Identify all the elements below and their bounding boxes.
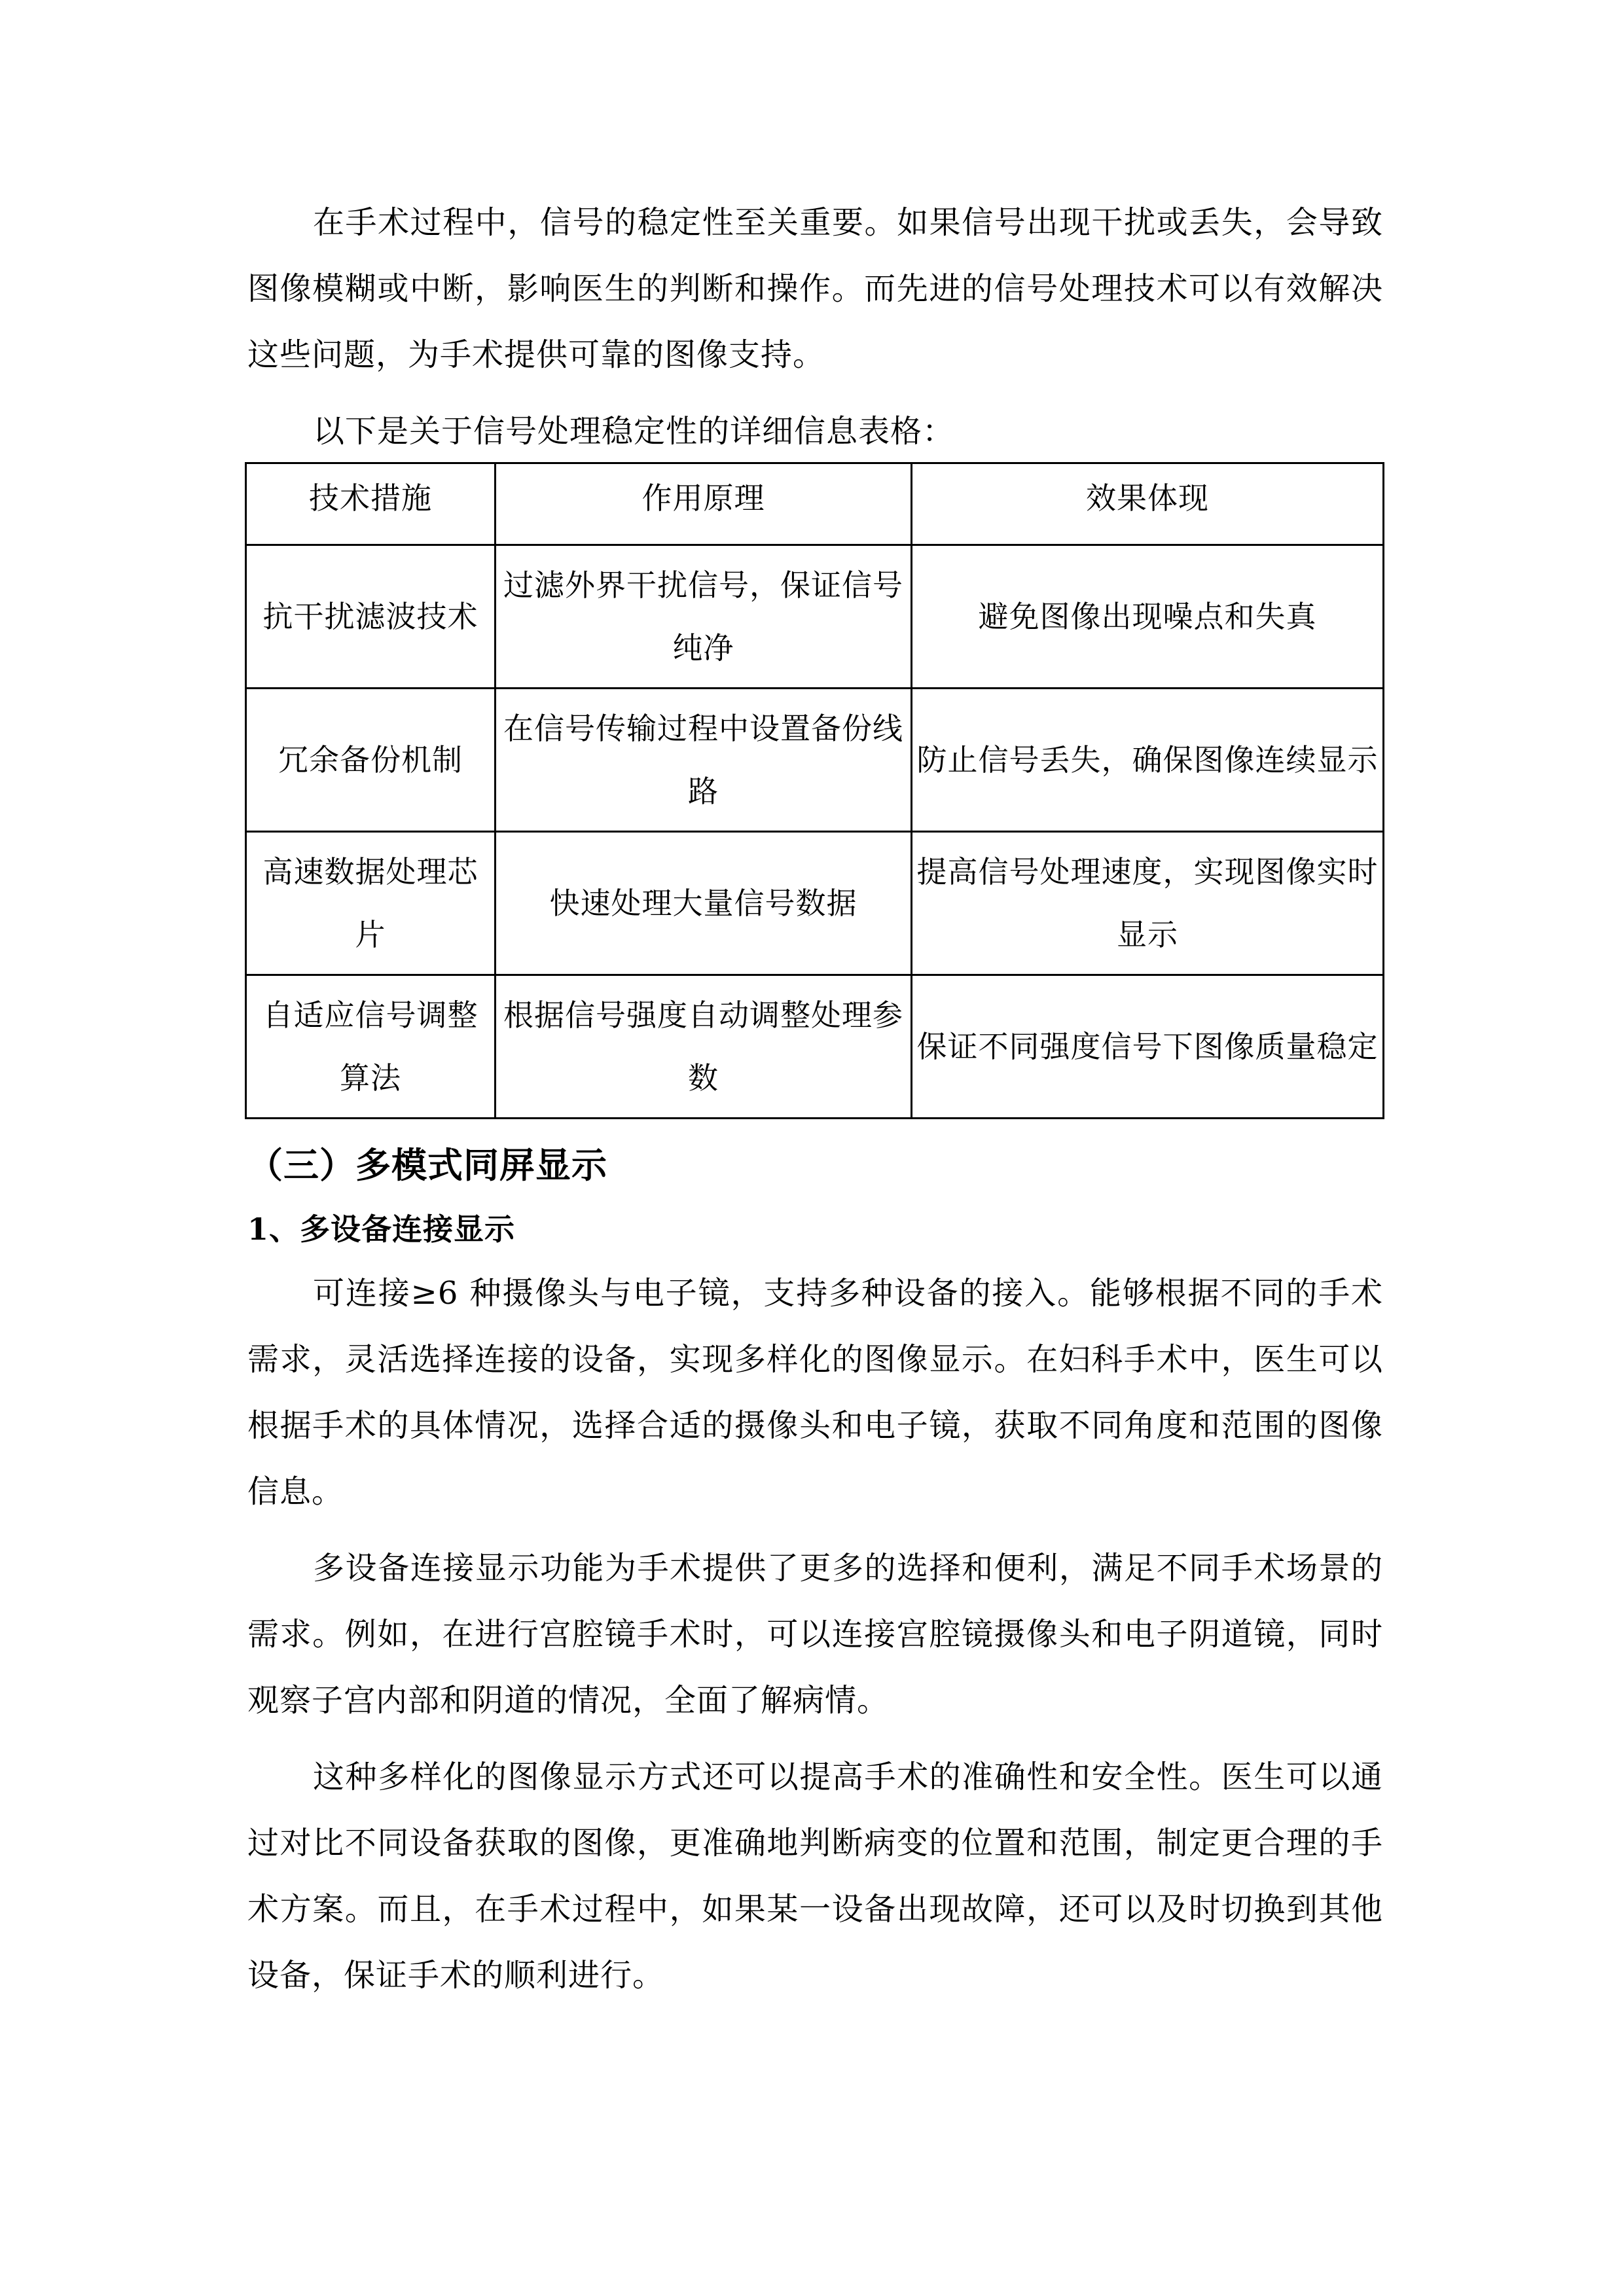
subsection-heading: 1、多设备连接显示 [247,1211,516,1247]
table-lead-text: 以下是关于信号处理稳定性的详细信息表格： [313,413,955,450]
cell-effect: 防止信号丢失，确保图像连续显示 [912,689,1384,832]
section-heading: （三）多模式同屏显示 [247,1144,607,1186]
intro-paragraph: 在手术过程中，信号的稳定性至关重要。如果信号出现干扰或丢失，会导致图像模糊或中断，影响医生的判断和操作。而先进的信号处理技术可以有效解决这些问题，为手术提供可靠的图像支持。 [247,204,1383,373]
signal-stability-table [245,462,1384,1119]
cell-measure: 抗干扰滤波技术 [246,545,496,689]
cell-principle: 快速处理大量信号数据 [496,832,912,975]
table-row [246,832,1384,975]
cell-effect: 保证不同强度信号下图像质量稳定 [912,975,1384,1119]
header-cell-effect: 效果体现 [912,463,1384,545]
cell-principle: 根据信号强度自动调整处理参数 [496,975,912,1119]
cell-measure: 高速数据处理芯片 [246,832,496,975]
table-row [246,545,1384,689]
cell-effect: 提高信号处理速度，实现图像实时显示 [912,832,1384,975]
cell-effect: 避免图像出现噪点和失真 [912,545,1384,689]
section-block [247,1132,1383,2009]
body-paragraph: 这种多样化的图像显示方式还可以提高手术的准确性和安全性。医生可以通过对比不同设备获取的图像，更准确地判断病变的位置和范围，制定更合理的手术方案。而且，在手术过程中，如果某一设备出现故障，还可以及时切换到其他设备，保证手术的顺利进行。 [247,1759,1383,1994]
table-row [246,689,1384,832]
cell-measure: 冗余备份机制 [246,689,496,832]
body-paragraph: 可连接≥6 种摄像头与电子镜，支持多种设备的接入。能够根据不同的手术需求，灵活选择连接的设备，实现多样化的图像显示。在妇科手术中，医生可以根据手术的具体情况，选择合适的摄像头和电子镜，获取不同角度和范围的图像信息。 [247,1275,1383,1510]
header-cell-measure: 技术措施 [246,463,496,545]
cell-measure: 自适应信号调整算法 [246,975,496,1119]
cell-principle: 过滤外界干扰信号，保证信号纯净 [496,545,912,689]
header-cell-principle: 作用原理 [496,463,912,545]
table-header-row [246,463,1384,545]
intro-block [247,190,1383,465]
body-paragraph: 多设备连接显示功能为手术提供了更多的选择和便利，满足不同手术场景的需求。例如，在进行宫腔镜手术时，可以连接宫腔镜摄像头和电子阴道镜，同时观察子宫内部和阴道的情况，全面了解病情。 [247,1550,1383,1719]
table-row [246,975,1384,1119]
cell-principle: 在信号传输过程中设置备份线路 [496,689,912,832]
